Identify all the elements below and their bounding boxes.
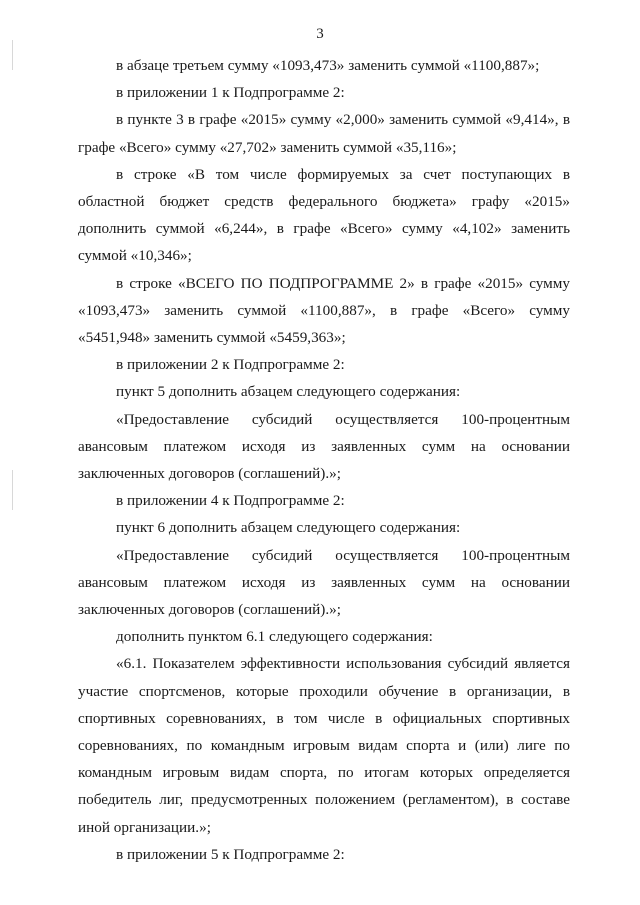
paragraph: в приложении 1 к Подпрограмме 2: xyxy=(116,84,345,102)
paragraph: в строке «ВСЕГО ПО ПОДПРОГРАММЕ 2» в графе «2015» сумму «1093,473» заменить суммой «1100,887», в графе «Всего» сумму «5451,948» заменить суммой «5459,363»; xyxy=(78,274,570,347)
paragraph: в строке «В том числе формируемых за счет поступающих в областной бюджет средств федерального бюджета» графу «2015» дополнить суммой «6,244», в графе «Всего» сумму «4,102» заменить суммой «10,346»; xyxy=(78,165,570,265)
paragraph: в абзаце третьем сумму «1093,473» заменить суммой «1100,887»; xyxy=(116,57,540,74)
paragraph: в приложении 4 к Подпрограмме 2: xyxy=(116,492,345,510)
paragraph: «Предоставление субсидий осуществляется 100-процентным авансовым платежом исходя из заявленных сумм на основании заключенных договоров (соглашений).»; xyxy=(78,410,570,483)
paragraph: пункт 6 дополнить абзацем следующего содержания: xyxy=(116,519,461,537)
document-body xyxy=(78,52,570,868)
paragraph: пункт 5 дополнить абзацем следующего содержания: xyxy=(116,383,461,401)
paragraph: в приложении 5 к Подпрограмме 2: xyxy=(116,845,345,863)
page-number: 3 xyxy=(316,26,324,42)
paragraph: «Предоставление субсидий осуществляется 100-процентным авансовым платежом исходя из заявленных сумм на основании заключенных договоров (соглашений).»; xyxy=(78,546,570,619)
paragraph: в приложении 2 к Подпрограмме 2: xyxy=(116,356,345,374)
scan-edge-mark xyxy=(12,40,13,70)
paragraph: «6.1. Показателем эффективности использования субсидий является участие спортсменов, которые проходили обучение в организации, в спортивных соревнованиях, в том числе в официальных спортивных соревнованиях, по командным игровым видам спорта и (или) лиге по командным игровым видам спорта, по итогам которых определяется победитель лиг, предусмотренных положением (регламентом), в составе иной организации.»; xyxy=(78,655,570,836)
scan-edge-mark xyxy=(12,470,13,510)
paragraph: в пункте 3 в графе «2015» сумму «2,000» заменить суммой «9,414», в графе «Всего» сумму «27,702» заменить суммой «35,116»; xyxy=(78,111,570,156)
paragraph: дополнить пунктом 6.1 следующего содержания: xyxy=(116,628,433,646)
